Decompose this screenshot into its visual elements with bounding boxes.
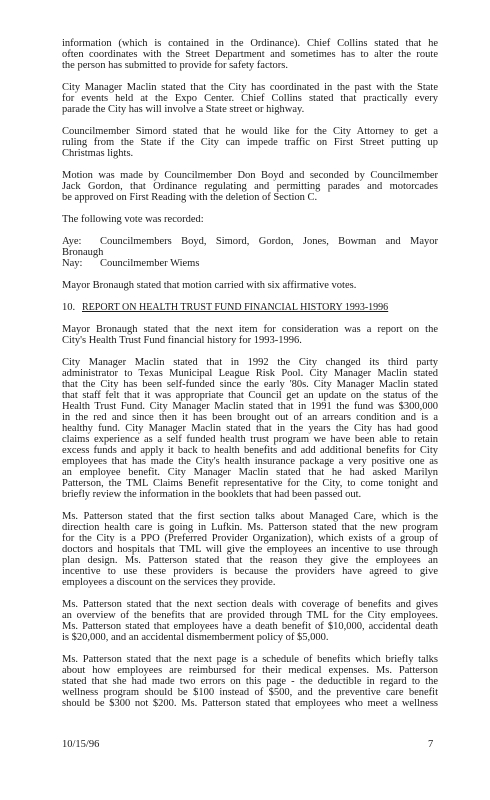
paragraph [62, 511, 438, 588]
paragraph [62, 214, 438, 225]
agenda-item-heading [62, 302, 438, 313]
vote-record [62, 236, 438, 269]
paragraph [62, 280, 438, 291]
text-line: Ms. Patterson stated that the next section deals with coverage of benefits and gives [62, 599, 438, 610]
text-line: Ms. Patterson stated that employees have a death benefit of $10,000, accidental death [62, 621, 438, 632]
text-line: an overview of the benefits that are provided through TML for the City employees. [62, 610, 438, 621]
paragraph [62, 126, 438, 159]
text-line: doctors and hospitals that TML will give the employees an incentive to use through [62, 544, 438, 555]
motion-paragraph [62, 170, 438, 203]
paragraph [62, 82, 438, 115]
text-line: briefly review the information in the booklets that had been passed out. [62, 489, 362, 500]
text-line: about how employees are reimbursed for their medical expenses. Ms. Patterson [62, 665, 438, 676]
text-line: City Manager Maclin stated that in 1992 the City changed its third party [62, 357, 438, 368]
text-line: in the red and since then it has been brought out of an arrears condition and is a [62, 412, 438, 423]
text-line: Christmas lights. [62, 148, 134, 159]
minutes-body [62, 38, 438, 720]
text-line: employees that has made the City's health insurance package a very positive one as [62, 456, 438, 467]
text-line: that the City has been self-funded since the early '80s. City Manager Maclin stated [62, 379, 438, 390]
text-line: Bronaugh [62, 247, 104, 258]
paragraph [62, 38, 438, 71]
text-line: an employee benefit. City Manager Maclin stated that he had asked Marilyn [62, 467, 438, 478]
text-line: Councilmember Simord stated that he would like for the City Attorney to get a [62, 126, 438, 137]
text-line: plan design. Ms. Patterson stated that the reason they give the employees an [62, 555, 438, 566]
text-line: administrator to Texas Municipal League Risk Pool. City Manager Maclin stated [62, 368, 438, 379]
text-line: information (which is contained in the Ordinance). Chief Collins stated that he [62, 38, 438, 49]
text-line: that staff felt that it was appropriate that Council get an update on the status of the [62, 390, 438, 401]
agenda-item-number: 10. [62, 302, 76, 313]
text-line: ruling from the State if the City can impede traffic on First Street putting up [62, 137, 438, 148]
text-line: for events held at the Expo Center. Chief Collins stated that practically every [62, 93, 438, 104]
vote-nay-row [62, 258, 438, 269]
footer-date: 10/15/96 [62, 739, 100, 750]
text-line: Ms. Patterson stated that the next page is a schedule of benefits which briefly talks [62, 654, 438, 665]
text-line: direction health care is going in Lufkin. Ms. Patterson stated that the new program [62, 522, 438, 533]
text-line: Patterson, the TML Claims Benefit representative for the City, to come tonight and [62, 478, 438, 489]
vote-aye-text: Councilmembers Boyd, Simord, Gordon, Jones, Bowman and Mayor [100, 236, 438, 247]
text-line: Ms. Patterson stated that the first section talks about Managed Care, which is the [62, 511, 438, 522]
vote-nay-text: Councilmember Wiems [100, 258, 200, 269]
agenda-item-title: REPORT ON HEALTH TRUST FUND FINANCIAL HISTORY 1993-1996 [82, 302, 389, 313]
vote-nay-label: Nay: [62, 258, 83, 269]
page-number: 7 [428, 739, 434, 750]
text-line: parade the City has will involve a State street or highway. [62, 104, 305, 115]
text-line: City's Health Trust Fund financial history for 1993-1996. [62, 335, 302, 346]
text-line: Jack Gordon, that Ordinance regulating and permitting parades and motorcades [62, 181, 438, 192]
paragraph [62, 654, 438, 709]
text-line: healthy fund. City Manager Maclin stated that in the years the City has had good [62, 423, 438, 434]
text-line: stated that she had made two errors on this page - the deductible in regard to the [62, 676, 438, 687]
text-line: Mayor Bronaugh stated that the next item for consideration was a report on the [62, 324, 438, 335]
text-line: should be $300 not $200. Ms. Patterson stated that employees who meet a wellness [62, 698, 438, 709]
text-line: be approved on First Reading with the deletion of Section C. [62, 192, 318, 203]
vote-aye-row [62, 236, 438, 247]
text-line: City Manager Maclin stated that the City has coordinated in the past with the State [62, 82, 438, 93]
text-line: for the City is a PPO (Preferred Provider Organization), which exists of a group of [62, 533, 438, 544]
text-line: Mayor Bronaugh stated that motion carried with six affirmative votes. [62, 280, 357, 291]
vote-aye-label: Aye: [62, 236, 82, 247]
paragraph [62, 357, 438, 500]
text-line: incentive to use these providers is because the providers have agreed to give [62, 566, 438, 577]
text-line: excess funds and apply it back to health benefits and add additional benefits for City [62, 445, 438, 456]
text-line: often coordinates with the Street Department and sometimes has to alter the route [62, 49, 438, 60]
text-line: the person has submitted to provide for safety factors. [62, 60, 288, 71]
text-line: wellness program should be $100 instead of $500, and the preventive care benefit [62, 687, 438, 698]
paragraph [62, 599, 438, 643]
text-line: Motion was made by Councilmember Don Boyd and seconded by Councilmember [62, 170, 438, 181]
text-line: is $20,000, and an accidental dismemberment policy of $5,000. [62, 632, 329, 643]
text-line: Health Trust Fund. City Manager Maclin stated that in 1991 the fund was $300,000 [62, 401, 438, 412]
text-line: employees a discount on the services they provide. [62, 577, 276, 588]
paragraph [62, 324, 438, 346]
text-line: The following vote was recorded: [62, 214, 204, 225]
text-line: claims experience as a self funded health trust program we have been able to retain [62, 434, 438, 445]
